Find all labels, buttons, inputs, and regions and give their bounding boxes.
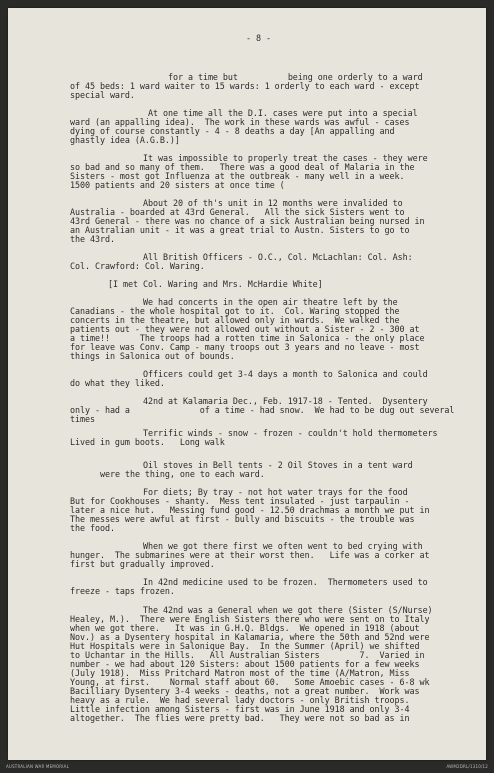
text-line: Nov.) as a Dysentery hospital in Kalamaria, where the 50th and 52nd were bbox=[70, 632, 430, 642]
archive-credit: AUSTRALIAN WAR MEMORIAL bbox=[6, 764, 70, 769]
text-line: the food. bbox=[70, 523, 115, 533]
text-line: Terrific winds - snow - frozen - couldn't hold thermometers bbox=[143, 428, 438, 438]
text-line: Little infection among Sisters - first was in June 1918 and only 3-4 bbox=[70, 704, 410, 714]
text-line: first but gradually improved. bbox=[70, 559, 215, 569]
text-line: only - had a of a time - had snow. We had to be dug out several bbox=[70, 405, 455, 415]
text-line: to Uchantar in the Hills. All Australian Sisters 7. Varied in bbox=[70, 650, 425, 660]
text-line: Col. Crawford: Col. Waring. bbox=[70, 261, 205, 271]
text-line: We had concerts in the open air theatre left by the bbox=[143, 297, 398, 307]
text-line: the 43rd. bbox=[70, 234, 115, 244]
text-line: It was impossible to properly treat the cases - they were bbox=[143, 153, 428, 163]
text-line: (July 1918). Miss Pritchard Matron most of the time (A/Matron, Miss bbox=[70, 668, 410, 678]
page-number: - 8 - bbox=[246, 33, 271, 43]
text-line: an Australian unit - it was a great trial to Austn. Sisters to go to bbox=[70, 225, 410, 235]
text-line: At one time all the D.I. cases were put into a special bbox=[148, 108, 418, 118]
text-line: All British Officers - O.C., Col. McLachlan: Col. Ash: bbox=[143, 252, 413, 262]
text-line: For diets; By tray - not hot water trays for the food bbox=[143, 487, 408, 497]
text-line: Australia - boarded at 43rd General. All the sick Sisters went to bbox=[70, 207, 405, 217]
text-line: 1500 patients and 20 sisters at once time ( bbox=[70, 180, 285, 190]
text-line: when we got there. It was in G.H.Q. Bldgs. We opened in 1918 (about bbox=[70, 623, 420, 633]
text-line: Officers could get 3-4 days a month to Salonica and could bbox=[143, 369, 428, 379]
text-line: concerts in the theatre, but allowed only in wards. We walked the bbox=[70, 315, 400, 325]
text-line: ghastly idea (A.G.B.)] bbox=[70, 135, 180, 145]
text-line: of 45 beds: 1 ward waiter to 15 wards: 1 orderly to each ward - except bbox=[70, 81, 420, 91]
text-line: so bad and so many of them. There was a good deal of Malaria in the bbox=[70, 162, 415, 172]
text-line: 42nd at Kalamaria Dec., Feb. 1917-18 - Tented. Dysentery bbox=[143, 396, 428, 406]
text-line: When we got there first we often went to bed crying with bbox=[143, 541, 423, 551]
text-line: The 42nd was a General when we got there (Sister (S/Nurse) bbox=[143, 605, 433, 615]
text-line: heavy as a rule. We had several lady doctors - only British troops. bbox=[70, 695, 410, 705]
text-line: Bacilliary Dysentery 3-4 weeks - deaths, not a great number. Work was bbox=[70, 686, 420, 696]
text-line: The messes were awful at first - bully and biscuits - the trouble was bbox=[70, 514, 415, 524]
text-line: altogether. The flies were pretty bad. They were not so bad as in bbox=[70, 713, 410, 723]
text-line: 43rd General - there was no chance of a sick Australian being nursed in bbox=[70, 216, 425, 226]
text-line: Healey, M.). There were English Sisters there who were sent on to Italy bbox=[70, 614, 430, 624]
text-line: were the thing, one to each ward. bbox=[100, 469, 265, 479]
text-line: Canadians - the whole hospital got to it. Col. Waring stopped the bbox=[70, 306, 400, 316]
text-line: for a time but being one orderly to a ward bbox=[168, 72, 423, 82]
text-line: hunger. The submarines were at their worst then. Life was a corker at bbox=[70, 550, 430, 560]
text-line: for leave was Conv. Camp - many troops out 3 years and no leave - most bbox=[70, 342, 420, 352]
text-line: Young, at first. Normal staff about 60. Some Amoebic cases - 6-8 wk bbox=[70, 677, 430, 687]
text-line: number - we had about 120 Sisters: about 1500 patients for a few weeks bbox=[70, 659, 420, 669]
document-page bbox=[8, 8, 486, 760]
text-line: later a nice hut. Messing fund good - 12.50 drachmas a month we put in bbox=[70, 505, 430, 515]
text-line: In 42nd medicine used to be frozen. Thermometers used to bbox=[143, 577, 428, 587]
text-line: Hut Hospitals were in Salonique Bay. In the Summer (April) we shifted bbox=[70, 641, 420, 651]
archive-reference: AWM2DRL/1310/12 bbox=[446, 764, 488, 769]
text-line: But for Cookhouses - shanty. Mess tent insulated - just tarpaulin - bbox=[70, 496, 410, 506]
text-line: [I met Col. Waring and Mrs. McHardie White] bbox=[108, 279, 323, 289]
text-line: Oil stoves in Bell tents - 2 Oil Stoves in a tent ward bbox=[143, 460, 413, 470]
text-line: special ward. bbox=[70, 90, 135, 100]
text-line: ward (an appalling idea). The work in these wards was awful - cases bbox=[70, 117, 410, 127]
text-line: Sisters - most got Influenza at the outbreak - many well in a week. bbox=[70, 171, 405, 181]
text-line: things in Salonica out of bounds. bbox=[70, 351, 235, 361]
text-line: times bbox=[70, 414, 95, 424]
text-line: Lived in gum boots. Long walk bbox=[70, 437, 225, 447]
text-line: do what they liked. bbox=[70, 378, 165, 388]
text-line: a time!! The troops had a rotten time in Salonica - the only place bbox=[70, 333, 425, 343]
text-line: dying of course constantly - 4 - 8 deaths a day [An appalling and bbox=[70, 126, 395, 136]
text-line: freeze - taps frozen. bbox=[70, 586, 175, 596]
text-line: About 20 of th's unit in 12 months were invalided to bbox=[143, 198, 403, 208]
text-line: patients out - they were not allowed out without a Sister - 2 - 300 at bbox=[70, 324, 420, 334]
